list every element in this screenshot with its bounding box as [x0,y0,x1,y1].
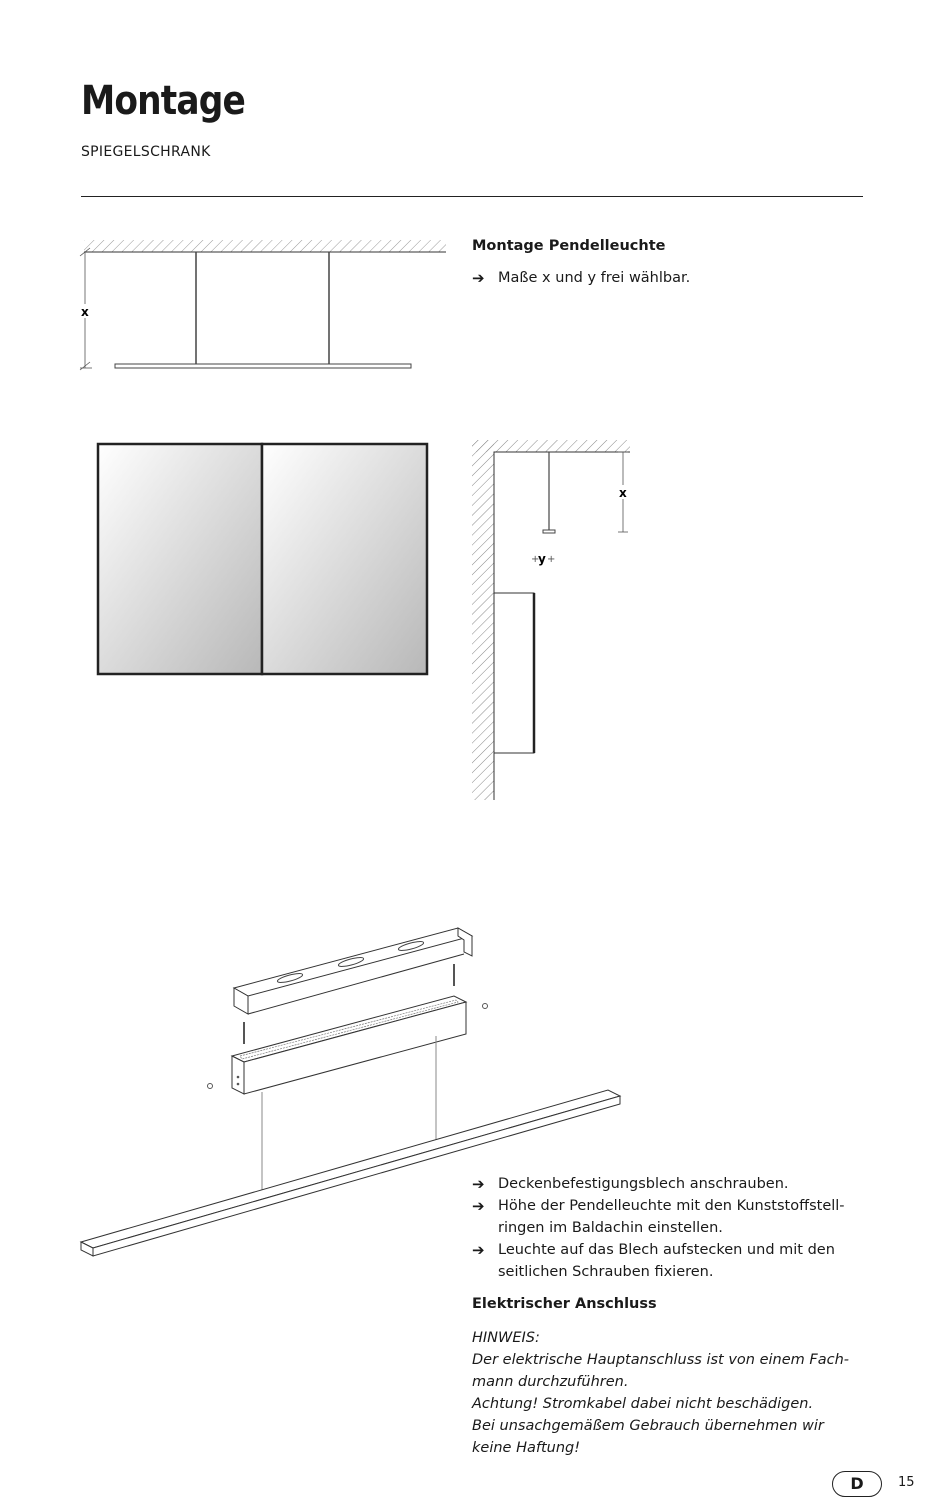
arrow-right-icon: ➔ [472,1175,485,1193]
side-view-diagram [470,438,640,803]
ceiling-hatch [84,240,446,252]
note-line: Der elektrische Hauptanschluss ist von einem Fach-mann durchzuführen. [472,1352,849,1390]
page-title: Montage [81,78,245,124]
dimension-x-label: x [81,305,89,319]
pendant-section-heading: Montage Pendelleuchte [472,238,666,254]
note-line: Achtung! Stromkabel dabei nicht beschädigen. [472,1396,814,1412]
electrical-note [472,1327,862,1459]
install-steps-list [472,1173,862,1283]
wall-hatch [472,440,494,800]
mirror-door-left [98,444,262,674]
y-dim-right-mark: + [547,554,556,565]
side-dimension-y-label: y [538,552,546,566]
note-line: Bei unsachgemäßem Gebrauch übernehmen wir keine Haftung! [472,1418,824,1456]
list-item: ➔ Höhe der Pendelleuchte mit den Kunststoffstell-ringen im Baldachin einstellen. [472,1197,845,1236]
cabinet-side-profile [494,593,534,753]
mirror-door-right [262,444,427,674]
side-dimension-x-label: x [619,486,627,500]
ceiling-hatch [472,440,630,452]
lamp-housing [232,996,466,1094]
page-number: 15 [898,1475,915,1490]
electrical-section-heading: Elektrischer Anschluss [472,1296,657,1312]
list-item: ➔ Leuchte auf das Blech aufstecken und mit den seitlichen Schrauben fixieren. [472,1241,835,1280]
side-lamp-profile [543,530,555,533]
lamp-bar [115,364,411,368]
list-item: ➔ Deckenbefestigungsblech anschrauben. [472,1175,789,1193]
arrow-right-icon: ➔ [472,269,485,287]
pendant-bullets [472,267,862,289]
pendant-front-diagram [78,236,448,376]
arrow-right-icon: ➔ [472,1241,485,1259]
note-line: HINWEIS: [472,1330,540,1346]
mirror-cabinet-diagram [96,442,430,676]
page-subtitle: SPIEGELSCHRANK [81,144,211,160]
arrow-right-icon: ➔ [472,1197,485,1215]
y-dim-left-mark: + [531,554,540,565]
list-item: ➔ Maße x und y frei wählbar. [472,269,691,287]
header-divider [81,196,863,197]
language-badge: D [832,1471,882,1497]
